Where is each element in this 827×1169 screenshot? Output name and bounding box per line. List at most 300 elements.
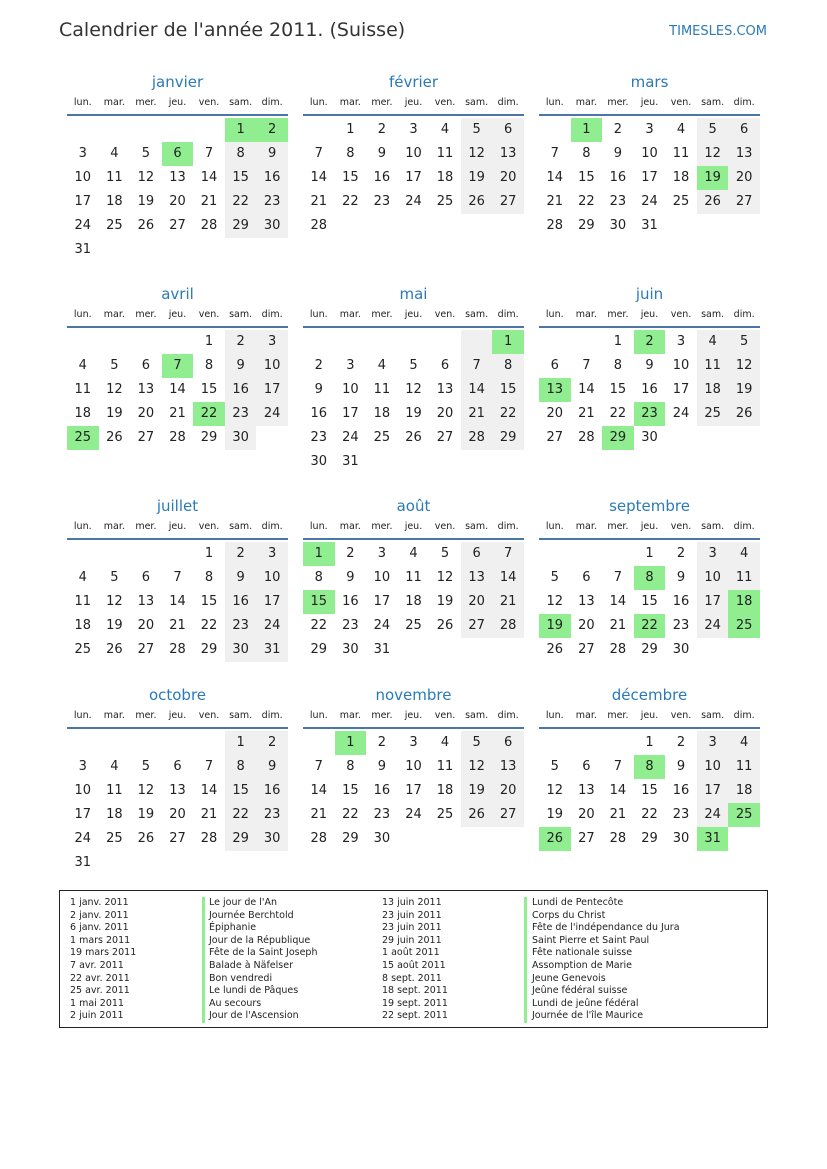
- day-cell: 3: [676, 334, 686, 349]
- day-cell: 28: [310, 831, 328, 846]
- day-cell: 12: [728, 354, 760, 378]
- day-grid: [303, 330, 524, 474]
- day-cell: 10: [256, 566, 288, 590]
- day-cell: 29: [225, 214, 257, 238]
- day-cell: 28: [200, 218, 218, 233]
- day-cell: 9: [377, 759, 387, 774]
- holiday-day: 18: [728, 590, 760, 614]
- empty-day: [539, 330, 571, 354]
- weekday-label: sam.: [465, 97, 489, 108]
- day-cell: 3: [377, 546, 387, 561]
- empty-day: [539, 731, 571, 755]
- day-cell: 4: [110, 759, 119, 774]
- weekday-label: jeu.: [168, 97, 187, 108]
- day-cell: 27: [436, 430, 454, 445]
- weekday-label: ven.: [198, 710, 220, 721]
- day-cell: 12: [461, 755, 493, 779]
- day-cell: 3: [346, 358, 355, 373]
- weekday-label: sam.: [229, 521, 253, 532]
- weekday-header: [303, 708, 524, 729]
- day-cell: 13: [492, 755, 524, 779]
- legend-holiday-name: Au secours: [209, 997, 262, 1009]
- day-cell: 7: [461, 354, 493, 378]
- legend-names-column-1: [209, 897, 317, 1023]
- day-cell: 23: [373, 807, 391, 822]
- day-cell: 25: [436, 194, 454, 209]
- legend-dates-column-2: [382, 897, 448, 1023]
- holiday-day: 25: [728, 803, 760, 827]
- weekday-label: mar.: [575, 710, 597, 721]
- day-cell: 23: [256, 803, 288, 827]
- day-cell: 19: [436, 594, 454, 609]
- day-cell: 24: [641, 194, 658, 209]
- day-cell: 13: [436, 382, 454, 397]
- day-cell: 28: [461, 426, 493, 450]
- weekday-label: dim.: [497, 521, 519, 532]
- day-cell: 1: [346, 122, 355, 137]
- weekday-label: ven.: [670, 309, 692, 320]
- day-cell: 1: [613, 334, 623, 349]
- day-cell: 24: [342, 430, 359, 445]
- day-cell: 24: [697, 803, 729, 827]
- legend-date: 1 mars 2011: [70, 934, 131, 946]
- day-cell: 10: [672, 358, 690, 373]
- day-cell: 17: [405, 783, 422, 798]
- day-cell: 6: [582, 759, 591, 774]
- day-grid: [539, 330, 760, 450]
- site-link[interactable]: TIMESLES.COM: [669, 24, 767, 39]
- legend-date: 1 mai 2011: [70, 997, 124, 1009]
- day-cell: 19: [106, 406, 123, 421]
- weekday-label: mer.: [371, 521, 393, 532]
- day-cell: 26: [546, 642, 564, 657]
- day-cell: 11: [436, 146, 454, 161]
- day-cell: 5: [697, 118, 729, 142]
- day-cell: 21: [169, 406, 186, 421]
- weekday-label: mer.: [607, 710, 629, 721]
- weekday-label: mer.: [135, 521, 157, 532]
- weekday-label: sam.: [229, 309, 253, 320]
- day-cell: 16: [225, 378, 257, 402]
- day-cell: 19: [405, 406, 422, 421]
- day-cell: 12: [436, 570, 454, 585]
- day-cell: 5: [110, 358, 119, 373]
- weekday-label: mer.: [371, 710, 393, 721]
- legend-holiday-name: Épiphanie: [209, 922, 257, 934]
- day-cell: 12: [405, 382, 422, 397]
- legend-date: 29 juin 2011: [382, 934, 442, 946]
- day-cell: 24: [405, 194, 422, 209]
- day-cell: 5: [461, 118, 493, 142]
- empty-day: [162, 542, 194, 566]
- legend-date: 2 juin 2011: [70, 1010, 124, 1022]
- day-cell: 17: [256, 378, 288, 402]
- weekday-label: sam.: [701, 521, 725, 532]
- weekday-label: ven.: [434, 309, 456, 320]
- day-cell: 15: [609, 382, 627, 397]
- legend-holiday-name: Balade à Näfelser: [209, 959, 293, 971]
- legend-holiday-name: Jeûne fédéral suisse: [532, 985, 628, 997]
- weekday-header: [539, 95, 760, 116]
- day-cell: 29: [641, 831, 658, 846]
- holiday-legend: [59, 890, 768, 1028]
- holiday-day: 19: [539, 614, 571, 638]
- legend-date: 2 janv. 2011: [70, 909, 129, 921]
- day-cell: 14: [546, 170, 564, 185]
- empty-day: [130, 542, 162, 566]
- day-cell: 8: [225, 142, 257, 166]
- day-cell: 29: [492, 426, 524, 450]
- weekday-label: mar.: [339, 521, 361, 532]
- day-cell: 28: [200, 831, 218, 846]
- empty-day: [99, 118, 131, 142]
- holiday-day: 29: [602, 426, 634, 450]
- day-cell: 9: [346, 570, 355, 585]
- empty-day: [67, 118, 99, 142]
- day-cell: 30: [672, 831, 690, 846]
- day-cell: 9: [676, 759, 686, 774]
- empty-day: [193, 731, 225, 755]
- empty-day: [162, 118, 194, 142]
- legend-date: 8 sept. 2011: [382, 972, 442, 984]
- holiday-day: 2: [256, 118, 288, 142]
- day-cell: 25: [106, 218, 123, 233]
- empty-day: [366, 330, 398, 354]
- day-cell: 21: [461, 402, 493, 426]
- legend-date: 15 août 2011: [382, 959, 446, 971]
- weekday-label: sam.: [465, 309, 489, 320]
- day-cell: 10: [405, 146, 422, 161]
- day-cell: 9: [314, 382, 323, 397]
- day-cell: 3: [78, 146, 87, 161]
- day-cell: 2: [314, 358, 323, 373]
- legend-holiday-name: Jour de la République: [209, 934, 311, 946]
- weekday-label: lun.: [73, 521, 92, 532]
- weekday-header: [539, 519, 760, 540]
- day-cell: 23: [310, 430, 328, 445]
- day-cell: 7: [613, 759, 623, 774]
- empty-day: [571, 731, 603, 755]
- day-cell: 7: [314, 146, 323, 161]
- day-cell: 12: [137, 170, 155, 185]
- weekday-label: dim.: [733, 309, 755, 320]
- empty-day: [539, 542, 571, 566]
- month-1: [303, 72, 524, 238]
- day-cell: 15: [225, 166, 257, 190]
- day-cell: 31: [342, 454, 359, 469]
- day-cell: 11: [672, 146, 690, 161]
- weekday-header: [539, 307, 760, 328]
- day-cell: 3: [256, 542, 288, 566]
- empty-day: [99, 330, 131, 354]
- day-cell: 11: [436, 759, 454, 774]
- day-cell: 29: [200, 642, 218, 657]
- day-cell: 17: [74, 807, 92, 822]
- weekday-label: dim.: [497, 97, 519, 108]
- weekday-header: [303, 307, 524, 328]
- day-cell: 21: [609, 618, 627, 633]
- weekday-label: ven.: [434, 97, 456, 108]
- day-cell: 7: [314, 759, 323, 774]
- day-cell: 31: [373, 642, 391, 657]
- day-cell: 19: [546, 807, 564, 822]
- day-cell: 4: [377, 358, 387, 373]
- month-3: [67, 284, 288, 450]
- day-cell: 24: [74, 218, 92, 233]
- holiday-day: 1: [303, 542, 335, 566]
- day-cell: 26: [697, 190, 729, 214]
- day-cell: 8: [204, 570, 214, 585]
- day-cell: 28: [169, 642, 186, 657]
- holiday-day: 1: [335, 731, 367, 755]
- legend-holiday-name: Corps du Christ: [532, 909, 606, 921]
- day-cell: 21: [546, 194, 564, 209]
- legend-holiday-name: Assomption de Marie: [532, 959, 633, 971]
- day-cell: 4: [728, 731, 760, 755]
- day-cell: 25: [405, 618, 422, 633]
- weekday-label: dim.: [261, 710, 283, 721]
- day-cell: 2: [377, 122, 387, 137]
- day-cell: 16: [373, 783, 391, 798]
- day-cell: 11: [74, 594, 92, 609]
- day-cell: 8: [582, 146, 591, 161]
- empty-day: [130, 330, 162, 354]
- day-cell: 11: [74, 382, 92, 397]
- day-cell: 15: [578, 170, 595, 185]
- day-cell: 10: [74, 170, 92, 185]
- day-cell: 13: [137, 382, 155, 397]
- weekday-label: dim.: [497, 710, 519, 721]
- day-cell: 3: [409, 122, 418, 137]
- day-cell: 14: [461, 378, 493, 402]
- day-cell: 12: [697, 142, 729, 166]
- day-cell: 13: [461, 566, 493, 590]
- weekday-label: jeu.: [640, 309, 659, 320]
- day-cell: 26: [106, 430, 123, 445]
- weekday-label: mar.: [339, 710, 361, 721]
- month-name: avril: [161, 285, 194, 303]
- holiday-day: 15: [303, 590, 335, 614]
- month-name: mars: [630, 73, 669, 91]
- day-cell: 12: [461, 142, 493, 166]
- day-cell: 8: [613, 358, 623, 373]
- day-cell: 30: [641, 430, 658, 445]
- day-cell: 30: [256, 827, 288, 851]
- day-cell: 22: [225, 803, 257, 827]
- day-cell: 23: [373, 194, 391, 209]
- weekday-label: ven.: [434, 710, 456, 721]
- day-cell: 20: [436, 406, 454, 421]
- day-cell: 15: [342, 170, 359, 185]
- day-cell: 18: [106, 807, 123, 822]
- empty-day: [99, 542, 131, 566]
- day-cell: 10: [405, 759, 422, 774]
- weekday-label: dim.: [733, 97, 755, 108]
- day-cell: 19: [137, 194, 155, 209]
- weekday-label: sam.: [229, 710, 253, 721]
- day-cell: 22: [578, 194, 595, 209]
- day-cell: 12: [546, 783, 564, 798]
- weekday-header: [303, 95, 524, 116]
- month-8: [539, 496, 760, 662]
- empty-day: [162, 731, 194, 755]
- day-cell: 19: [461, 779, 493, 803]
- month-name: septembre: [609, 497, 690, 515]
- day-cell: 16: [256, 166, 288, 190]
- month-4: [303, 284, 524, 474]
- day-cell: 16: [641, 382, 658, 397]
- weekday-label: mer.: [607, 521, 629, 532]
- legend-holiday-name: Fête de la Saint Joseph: [209, 947, 318, 959]
- month-11: [539, 685, 760, 851]
- day-cell: 20: [578, 807, 595, 822]
- day-cell: 14: [200, 170, 218, 185]
- day-cell: 2: [225, 542, 257, 566]
- empty-day: [130, 731, 162, 755]
- day-cell: 28: [169, 430, 186, 445]
- day-cell: 4: [697, 330, 729, 354]
- weekday-label: lun.: [309, 710, 328, 721]
- empty-day: [303, 118, 335, 142]
- day-cell: 8: [346, 759, 355, 774]
- day-cell: 6: [582, 570, 591, 585]
- day-cell: 20: [137, 618, 155, 633]
- day-cell: 15: [225, 779, 257, 803]
- day-cell: 15: [342, 783, 359, 798]
- day-cell: 17: [697, 779, 729, 803]
- legend-marker: [524, 897, 527, 1023]
- day-cell: 16: [609, 170, 627, 185]
- day-cell: 3: [645, 122, 654, 137]
- day-cell: 11: [697, 354, 729, 378]
- day-cell: 29: [200, 430, 218, 445]
- day-cell: 17: [74, 194, 92, 209]
- day-cell: 3: [409, 735, 418, 750]
- empty-day: [193, 118, 225, 142]
- weekday-label: dim.: [261, 97, 283, 108]
- day-cell: 6: [550, 358, 559, 373]
- day-cell: 26: [405, 430, 422, 445]
- day-cell: 1: [645, 735, 654, 750]
- day-cell: 17: [641, 170, 658, 185]
- day-cell: 19: [461, 166, 493, 190]
- month-name: août: [396, 497, 431, 515]
- day-cell: 20: [461, 590, 493, 614]
- holiday-day: 2: [634, 330, 666, 354]
- legend-date: 23 juin 2011: [382, 922, 442, 934]
- weekday-header: [67, 307, 288, 328]
- weekday-label: mer.: [607, 309, 629, 320]
- holiday-day: 8: [634, 755, 666, 779]
- day-cell: 19: [106, 618, 123, 633]
- day-cell: 9: [676, 570, 686, 585]
- day-cell: 8: [314, 570, 323, 585]
- day-cell: 2: [676, 546, 686, 561]
- day-cell: 20: [137, 406, 155, 421]
- day-cell: 25: [697, 402, 729, 426]
- day-cell: 22: [342, 194, 359, 209]
- day-cell: 3: [697, 731, 729, 755]
- day-grid: [303, 118, 524, 238]
- day-cell: 27: [137, 642, 155, 657]
- day-cell: 5: [728, 330, 760, 354]
- weekday-label: jeu.: [640, 97, 659, 108]
- weekday-label: sam.: [229, 97, 253, 108]
- day-cell: 30: [342, 642, 359, 657]
- day-cell: 10: [342, 382, 359, 397]
- day-cell: 13: [169, 170, 186, 185]
- holiday-day: 1: [225, 118, 257, 142]
- day-cell: 15: [641, 783, 658, 798]
- day-cell: 18: [436, 170, 454, 185]
- day-cell: 19: [137, 807, 155, 822]
- day-cell: 25: [436, 807, 454, 822]
- day-cell: 15: [492, 378, 524, 402]
- day-cell: 20: [728, 166, 760, 190]
- day-cell: 31: [74, 242, 92, 257]
- legend-holiday-name: Journée de l'île Maurice: [532, 1010, 644, 1022]
- day-cell: 9: [256, 142, 288, 166]
- empty-day: [303, 330, 335, 354]
- holiday-day: 1: [571, 118, 603, 142]
- legend-holiday-name: Lundi de jeûne fédéral: [532, 997, 639, 1009]
- day-cell: 21: [200, 807, 218, 822]
- weekday-label: mar.: [339, 309, 361, 320]
- day-cell: 25: [672, 194, 690, 209]
- weekday-label: mar.: [103, 97, 125, 108]
- weekday-label: sam.: [701, 309, 725, 320]
- month-7: [303, 496, 524, 662]
- day-cell: 26: [137, 218, 155, 233]
- empty-day: [571, 542, 603, 566]
- day-grid: [67, 330, 288, 450]
- day-cell: 27: [137, 430, 155, 445]
- weekday-label: mer.: [135, 97, 157, 108]
- day-grid: [303, 542, 524, 662]
- legend-holiday-name: Lundi de Pentecôte: [532, 897, 624, 908]
- day-cell: 6: [728, 118, 760, 142]
- day-cell: 20: [492, 779, 524, 803]
- day-grid: [539, 542, 760, 662]
- day-cell: 6: [492, 731, 524, 755]
- month-9: [67, 685, 288, 875]
- legend-holiday-name: Bon vendredi: [209, 972, 273, 984]
- day-cell: 9: [645, 358, 654, 373]
- day-cell: 21: [310, 194, 328, 209]
- day-cell: 6: [141, 570, 151, 585]
- day-cell: 24: [256, 402, 288, 426]
- day-cell: 23: [256, 190, 288, 214]
- day-cell: 27: [578, 642, 595, 657]
- weekday-label: mar.: [575, 309, 597, 320]
- day-cell: 4: [78, 358, 87, 373]
- day-cell: 14: [310, 783, 328, 798]
- day-cell: 10: [74, 783, 92, 798]
- day-cell: 18: [405, 594, 422, 609]
- holiday-day: 7: [162, 354, 194, 378]
- day-cell: 4: [110, 146, 119, 161]
- day-cell: 15: [200, 594, 218, 609]
- weekday-label: dim.: [261, 521, 283, 532]
- holiday-day: 31: [697, 827, 729, 851]
- legend-dates-column-1: [70, 897, 136, 1023]
- legend-date: 1 janv. 2011: [70, 897, 129, 908]
- day-cell: 22: [609, 406, 627, 421]
- day-cell: 14: [609, 594, 627, 609]
- holiday-day: 19: [697, 166, 729, 190]
- day-cell: 30: [609, 218, 627, 233]
- day-cell: 21: [492, 590, 524, 614]
